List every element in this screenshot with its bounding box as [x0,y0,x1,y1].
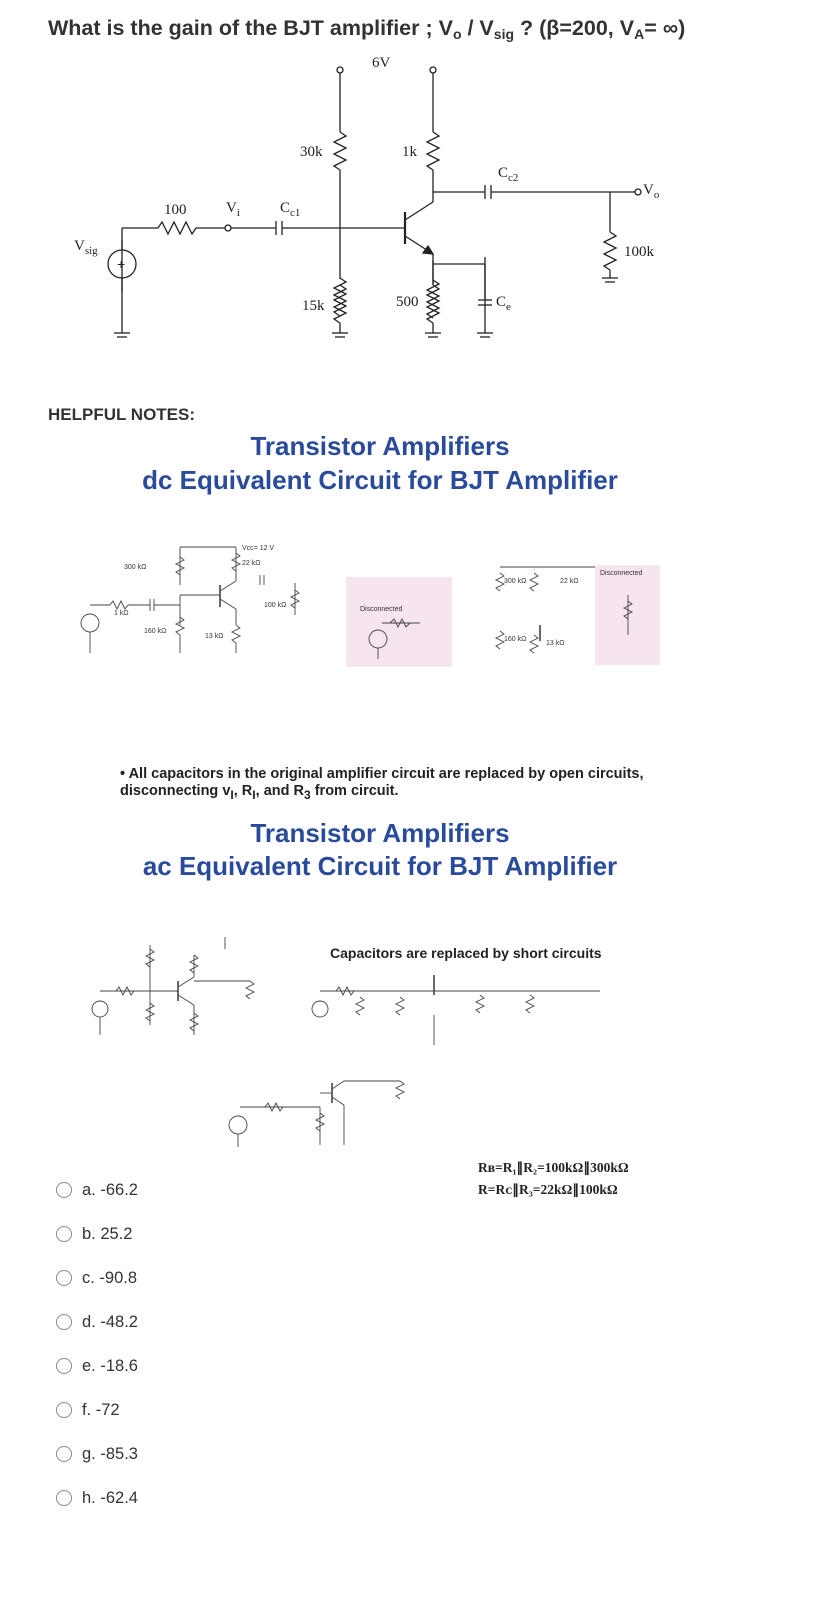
radio-button[interactable] [56,1490,72,1506]
ac-capacitor-note: Capacitors are replaced by short circuits [330,945,602,961]
ac-equivalent-diagram [60,935,660,1165]
dc-r3-label: 100 kΩ [264,602,287,609]
dc-slide-title-1: Transistor Amplifiers [250,431,510,461]
re-label: 500 [396,294,419,310]
dc-slide-title-2: dc Equivalent Circuit for BJT Amplifier [142,465,618,495]
ac-slide-title-2: ac Equivalent Circuit for BJT Amplifier [142,851,618,881]
option-e[interactable]: e. -18.6 [56,1344,456,1388]
dc-r1-label: 300 kΩ [124,564,147,571]
vsig-label: $V_{sig}$ [74,238,98,257]
radio-button[interactable] [56,1402,72,1418]
svg-text:+: + [117,256,126,272]
dc-disconnected-label-1: Disconnected [360,606,403,613]
rl-label: 100k [624,244,654,260]
vi-label: $V_i$ [226,200,240,219]
cc1-label: $C_{c1}$ [280,200,301,219]
helpful-notes-label: HELPFUL NOTES: [48,405,196,424]
dc-r2-label: 160 kΩ [144,628,167,635]
formula-r: R=Rᴄ∥R₃=22kΩ∥100kΩ [478,1182,618,1197]
option-a[interactable]: a. -66.2 [56,1168,456,1212]
radio-button[interactable] [56,1226,72,1242]
dc-re-label: 13 kΩ [205,633,224,640]
dc-equivalent-diagram [60,535,660,675]
dc-ri-label: 1 kΩ [114,610,129,617]
amplifier-circuit-lower [80,285,780,345]
vo-label: $V_o$ [643,182,660,201]
radio-button[interactable] [56,1358,72,1374]
ac-slide-title-1: Transistor Amplifiers [250,818,510,848]
dc-vcc-label: Vᴄᴄ= 12 V [242,545,275,552]
rc-label: 1k [402,144,417,160]
r2-label: 15k [302,298,325,314]
question-title: What is the gain of the BJT amplifier ; $V_o / V_{sig}$ ? (β=200, $V_A=$ ∞) [48,16,686,42]
radio-button[interactable] [56,1446,72,1462]
option-h[interactable]: h. -62.4 [56,1476,456,1520]
option-f[interactable]: f. -72 [56,1388,456,1432]
dc-rc-label: 22 kΩ [242,560,261,567]
option-c[interactable]: c. -90.8 [56,1256,456,1300]
option-d[interactable]: d. -48.2 [56,1300,456,1344]
dc-re-label-2: 13 kΩ [546,640,565,647]
cc2-label: $C_{c2}$ [498,165,519,184]
dc-r1-label-2: 300 kΩ [504,578,527,585]
answer-options [56,1168,456,1520]
radio-button[interactable] [56,1182,72,1198]
radio-button[interactable] [56,1314,72,1330]
r1-label: 30k [300,144,323,160]
dc-r2-label-2: 160 kΩ [504,636,527,643]
dc-rc-label-2: 22 kΩ [560,578,579,585]
formula-rb: Rʙ=R₁∥R₂=100kΩ∥300kΩ [478,1160,629,1175]
rsig-label: 100 [164,202,187,218]
option-g[interactable]: g. -85.3 [56,1432,456,1476]
ac-formula [478,1157,629,1201]
supply-label: 6V [372,55,391,71]
option-b[interactable]: b. 25.2 [56,1212,456,1256]
dc-bullet-note: • All capacitors in the original amplifier circuit are replaced by open circuits, disconnecting $v_I$, $R_I$, and $R_3$ from circuit. [120,766,644,802]
ce-label: $C_e$ [496,294,511,313]
radio-button[interactable] [56,1270,72,1286]
dc-disconnected-label-2: Disconnected [600,570,643,577]
